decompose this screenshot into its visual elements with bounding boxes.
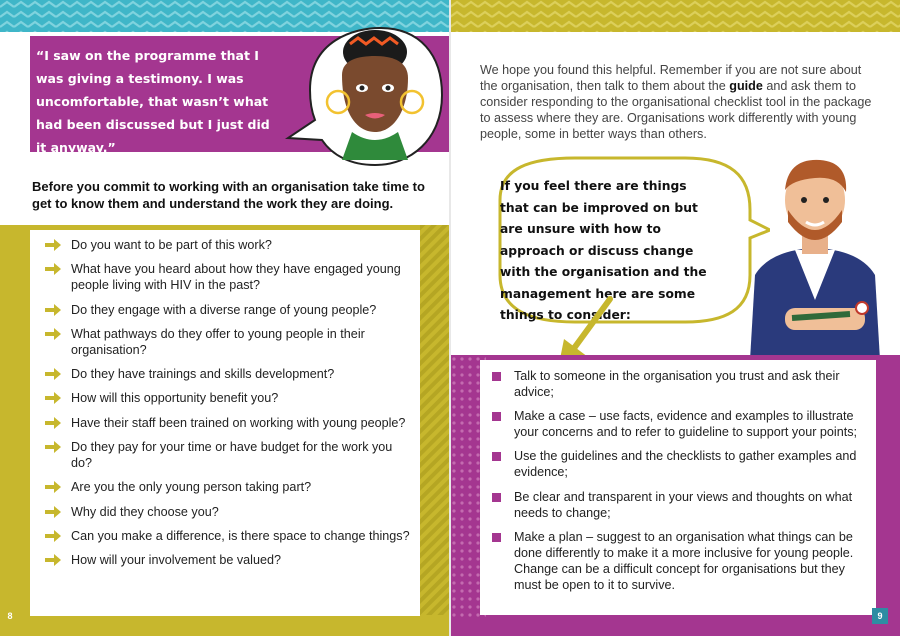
list-item bbox=[492, 529, 872, 593]
arrow-right-icon bbox=[42, 239, 64, 251]
intro-text: Before you commit to working with an organisation take time to get to know them and understand the work they are doing. bbox=[32, 179, 425, 211]
testimony-quote: “I saw on the programme that I was giving a testimony. I was uncomfortable, that wasn’t what had been discussed but I just did it anyway.” bbox=[36, 48, 270, 155]
list-item bbox=[42, 439, 412, 471]
tip-text: Make a case – use facts, evidence and examples to illustrate your concerns and to refer to guideline to support your points; bbox=[514, 409, 858, 440]
arrow-right-icon bbox=[42, 263, 64, 275]
page-number-right: 9 bbox=[872, 608, 888, 624]
tip-text: Be clear and transparent in your views and thoughts on what needs to change; bbox=[514, 489, 853, 520]
para-text-1: We hope you found this helpful. Remember if you are not sure about the organisation, then talk to them about the bbox=[480, 63, 862, 93]
man-illustration bbox=[730, 150, 900, 360]
square-bullet-icon bbox=[492, 493, 501, 502]
zigzag-header-decoration bbox=[450, 0, 900, 32]
question-text: Are you the only young person taking part? bbox=[71, 480, 312, 495]
arrow-right-icon bbox=[42, 304, 64, 316]
question-text: Do they engage with a diverse range of young people? bbox=[71, 302, 377, 317]
list-item bbox=[42, 261, 412, 293]
question-text: How will your involvement be valued? bbox=[71, 553, 281, 568]
intro-paragraph bbox=[480, 62, 876, 142]
tips-list bbox=[492, 368, 872, 601]
arrow-right-icon bbox=[42, 368, 64, 380]
question-text: Why did they choose you? bbox=[71, 504, 219, 519]
question-text: How will this opportunity benefit you? bbox=[71, 391, 279, 406]
arrow-right-icon bbox=[42, 554, 64, 566]
page-gutter bbox=[449, 0, 451, 636]
arrow-right-icon bbox=[42, 530, 64, 542]
list-item bbox=[42, 366, 412, 382]
tip-text: Talk to someone in the organisation you trust and ask their advice; bbox=[514, 369, 840, 399]
list-item bbox=[42, 237, 412, 253]
list-item bbox=[42, 528, 412, 544]
man-avatar-icon bbox=[750, 160, 880, 360]
arrow-right-icon bbox=[42, 328, 64, 340]
para-text-2: and ask them to consider responding to the organisational checklist tool in the package to assess where they are. Organisations work differently with young people, some in better ways than others. bbox=[480, 79, 872, 141]
woman-portrait-bubble bbox=[270, 20, 450, 170]
question-text: Can you make a difference, is there space to change things? bbox=[71, 528, 410, 543]
question-text: Do they have trainings and skills development? bbox=[71, 367, 335, 382]
list-item bbox=[42, 552, 412, 568]
arrow-right-icon bbox=[42, 417, 64, 429]
speech-bubble-text: If you feel there are things that can be improved on but are unsure with how to approach or discuss change with the organisation and the management here are some things to consider: bbox=[500, 179, 707, 322]
list-item bbox=[492, 408, 872, 440]
list-item bbox=[42, 479, 412, 495]
question-text: Do you want to be part of this work? bbox=[71, 238, 272, 252]
list-item bbox=[42, 302, 412, 318]
questions-list bbox=[42, 237, 412, 577]
list-item bbox=[42, 390, 412, 406]
list-item bbox=[492, 489, 872, 521]
page-number-left: 8 bbox=[2, 608, 18, 624]
square-bullet-icon bbox=[492, 452, 501, 461]
square-bullet-icon bbox=[492, 533, 501, 542]
question-text: What pathways do they offer to young people in their organisation? bbox=[71, 326, 365, 357]
list-item bbox=[492, 368, 872, 400]
page-right bbox=[450, 0, 900, 636]
arrow-right-icon bbox=[42, 392, 64, 404]
square-bullet-icon bbox=[492, 372, 501, 381]
list-item bbox=[492, 448, 872, 480]
guide-keyword: guide bbox=[729, 79, 763, 93]
question-text: What have you heard about how they have engaged young people living with HIV in the past? bbox=[71, 262, 401, 293]
tip-text: Use the guidelines and the checklists to gather examples and evidence; bbox=[514, 449, 857, 480]
square-bullet-icon bbox=[492, 412, 501, 421]
question-text: Have their staff been trained on working with young people? bbox=[71, 415, 406, 430]
arrow-right-icon bbox=[42, 441, 64, 453]
list-item bbox=[42, 415, 412, 431]
arrow-right-icon bbox=[42, 481, 64, 493]
question-text: Do they pay for your time or have budget for the work you do? bbox=[71, 440, 393, 471]
list-item bbox=[42, 504, 412, 520]
tip-text: Make a plan – suggest to an organisation what things can be done differently to make it a more inclusive for young people. Change can be a difficult concept for organisations but they must be open to it to survive. bbox=[514, 529, 854, 592]
arrow-right-icon bbox=[42, 506, 64, 518]
list-item bbox=[42, 326, 412, 358]
stripe-decoration bbox=[420, 225, 450, 615]
